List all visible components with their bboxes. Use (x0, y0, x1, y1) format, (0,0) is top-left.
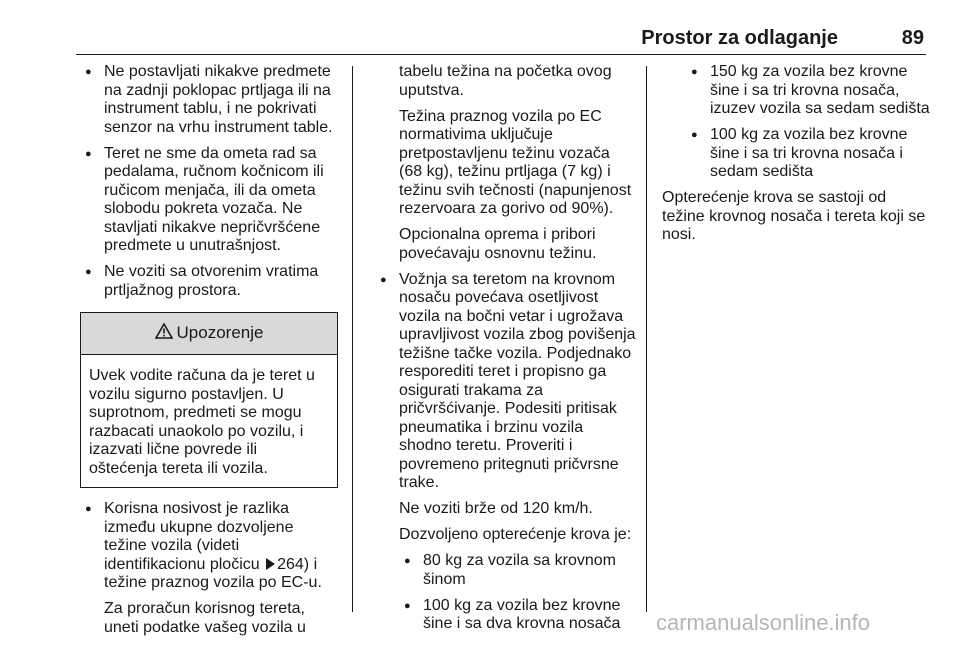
column-2 (375, 63, 637, 641)
page-header (76, 24, 926, 54)
paragraph: Opcionalna oprema i pribori povećavaju osnovnu težinu. (399, 226, 597, 262)
warning-triangle-icon (155, 323, 173, 344)
list-item: ● 150 kg za vozila bez krovne šine i sa tri krovna nosača, izuzev vozila sa sedam sedišta (686, 63, 930, 119)
paragraph: Težina praznog vozila po EC normativima uključuje pretpostavljenu težinu vozača (68 kg), težinu prtljaga (7 kg) i težinu svih tečnosti (napunjenost rezervoara za gorivo od 90%). (399, 107, 632, 217)
column-divider-1 (352, 66, 353, 612)
page-number: 89 (901, 27, 924, 49)
paragraph: Dozvoljeno opterećenje krova je: (399, 526, 632, 543)
header-rule (76, 54, 926, 55)
list-item: ● 100 kg za vozila bez krovne šine i sa dva krovna nosača (399, 597, 637, 634)
column-1 (80, 63, 338, 645)
paragraph: tabelu težina na početka ovog uputstva. (399, 63, 612, 99)
payload-calc-text: Za proračun korisnog tereta, uneti podatke vašeg vozila u (104, 600, 306, 636)
list-item: ● 80 kg za vozila sa krovnom šinom (399, 552, 637, 589)
list-item: ● Ne voziti sa otvorenim vratima prtljažnog prostora. (80, 263, 338, 300)
list-item: ● Ne postavljati nikakve predmete na zadnji poklopac prtljaga ili na instrument tablu, i ne pokrivati senzor na vrhu instrument table. (80, 63, 338, 137)
warning-box (80, 312, 338, 488)
column-3 (662, 63, 930, 252)
warning-text: Uvek vodite računa da je teret u vozilu sigurno postavljen. U suprotnom, predmeti se mogu razbacati unaokolo po vozilu, i izazvati lične povrede ili oštećenja tereta ili vozila. (89, 367, 315, 477)
column-divider-2 (646, 66, 647, 612)
cross-reference-arrow-icon[interactable] (266, 558, 275, 570)
watermark: carmanualsonline.info (656, 610, 871, 635)
list-item: ● Vožnja sa teretom na krovnom nosaču povećava osetljivost vozila na bočni vetar i ugrožava upravljivost vozila zbog povišenja težišne tačke vozila. Podjednako resporediti teret i propisno ga osigurati trakama za pričvršćivanje. Podesiti pritisak pneumatika i brzinu vozila shodno teretu. Proveriti i povremeno pritegnuti pričvrsne trake. Ne voziti brže od 120 km/h. Dozvoljeno opterećenje krova je: ● 80 kg za vozila sa krovnom šinom ● 100 kg za vozila bez krovne šine i sa dva krovna nosača (375, 271, 637, 634)
list-item: ● 100 kg za vozila bez krovne šine i sa tri krovna nosača i sedam sedišta (686, 126, 930, 182)
warning-title: Upozorenje (176, 323, 264, 343)
nested-list (686, 63, 930, 182)
section-title: Prostor za odlaganje (641, 27, 838, 49)
list-item: ● Teret ne sme da ometa rad sa pedalama, ručnom kočnicom ili ručicom menjača, ili da ometa slobodu pokreta vozača. Ne stavljati nikakve nepričvršćene predmete u unutrašnjost. (80, 145, 338, 256)
paragraph: Opterećenje krova se sastoji od težine krovnog nosača i tereta koji se nosi. (662, 189, 926, 243)
paragraph: Ne voziti brže od 120 km/h. (399, 500, 593, 517)
warning-header (81, 313, 337, 355)
payload-text: ● Korisna nosivost je razlika između ukupne dozvoljene težine vozila (videti identifikacionu pločicu 264) i težine praznog vozila po EC-u. (104, 500, 322, 591)
list-item (80, 500, 338, 637)
